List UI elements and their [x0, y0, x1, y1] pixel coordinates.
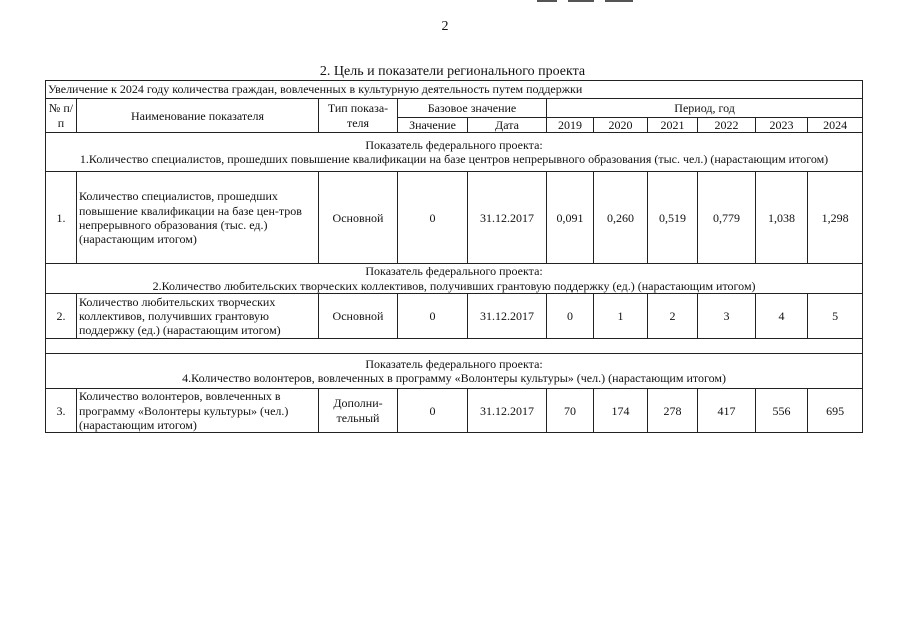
header-base: Базовое значение [398, 99, 547, 118]
row-num: 1. [46, 172, 77, 264]
row-type: Основной [319, 294, 398, 339]
row-year-value: 1 [594, 294, 648, 339]
row-year-value: 1,038 [756, 172, 808, 264]
row-year-value: 0,519 [648, 172, 698, 264]
section-heading-label: Показатель федерального проекта: [365, 138, 543, 152]
row-name: Количество специалистов, прошедших повышение квалификации на базе цен-тров непрерывного образования (тыс. ед.) (нарастающим итогом) [77, 172, 319, 264]
row-year-value: 5 [808, 294, 863, 339]
table-row [46, 389, 863, 433]
header-name: Наименование показателя [77, 99, 319, 133]
row-type: Основной [319, 172, 398, 264]
header-value: Значение [398, 118, 468, 133]
header-year: 2022 [698, 118, 756, 133]
row-year-value: 1,298 [808, 172, 863, 264]
row-year-value: 0,260 [594, 172, 648, 264]
header-year: 2021 [648, 118, 698, 133]
header-year: 2024 [808, 118, 863, 133]
row-num: 3. [46, 389, 77, 433]
table-row [46, 172, 863, 264]
row-year-value: 556 [756, 389, 808, 433]
row-base-value: 0 [398, 172, 468, 264]
row-year-value: 417 [698, 389, 756, 433]
row-year-value: 2 [648, 294, 698, 339]
header-year: 2023 [756, 118, 808, 133]
row-base-date: 31.12.2017 [468, 389, 547, 433]
empty-row [46, 339, 863, 354]
row-type: Дополни-тельный [319, 389, 398, 433]
section-heading-label: Показатель федерального проекта: [365, 264, 543, 279]
row-year-value: 695 [808, 389, 863, 433]
section-heading-text: 2.Количество любительских творческих коллективов, получивших грантовую поддержку (ед.) (нарастающим итогом) [152, 278, 756, 293]
row-year-value: 278 [648, 389, 698, 433]
section-heading-label: Показатель федерального проекта: [365, 356, 543, 371]
header-period: Период, год [547, 99, 863, 118]
table-row [46, 294, 863, 339]
row-year-value: 0,779 [698, 172, 756, 264]
row-year-value: 3 [698, 294, 756, 339]
section-heading [46, 264, 863, 294]
section-title: 2. Цель и показатели регионального проекта [319, 64, 586, 79]
row-year-value: 4 [756, 294, 808, 339]
goal-text: Увеличение к 2024 году количества граждан, вовлеченных в культурную деятельность путем поддержки [46, 81, 863, 99]
row-year-value: 0 [547, 294, 594, 339]
page-number: 2 [441, 19, 449, 34]
header-mark [537, 0, 557, 2]
row-year-value: 174 [594, 389, 648, 433]
header-mark [605, 0, 633, 2]
section-heading [46, 354, 863, 389]
row-base-value: 0 [398, 294, 468, 339]
row-num: 2. [46, 294, 77, 339]
header-date: Дата [468, 118, 547, 133]
row-name: Количество любительских творческих коллективов, получивших грантовую поддержку (ед.) (нарастающим итогом) [77, 294, 319, 339]
row-year-value: 0,091 [547, 172, 594, 264]
section-heading [46, 133, 863, 172]
indicators-table [45, 80, 863, 433]
section-heading-text: 4.Количество волонтеров, вовлеченных в программу «Волонтеры культуры» (чел.) (нарастающим итогом) [182, 371, 726, 386]
header-type: Тип показа-теля [319, 99, 398, 133]
row-base-date: 31.12.2017 [468, 294, 547, 339]
row-name: Количество волонтеров, вовлеченных в программу «Волонтеры культуры» (чел.) (нарастающим итогом) [77, 389, 319, 433]
header-year: 2019 [547, 118, 594, 133]
row-base-date: 31.12.2017 [468, 172, 547, 264]
header-year: 2020 [594, 118, 648, 133]
row-year-value: 70 [547, 389, 594, 433]
row-base-value: 0 [398, 389, 468, 433]
section-heading-text: 1.Количество специалистов, прошедших повышение квалификации на базе центров непрерывного образования (тыс. чел.) (нарастающим итогом) [79, 152, 829, 167]
header-num: № п/п [46, 99, 77, 133]
header-mark [568, 0, 594, 2]
